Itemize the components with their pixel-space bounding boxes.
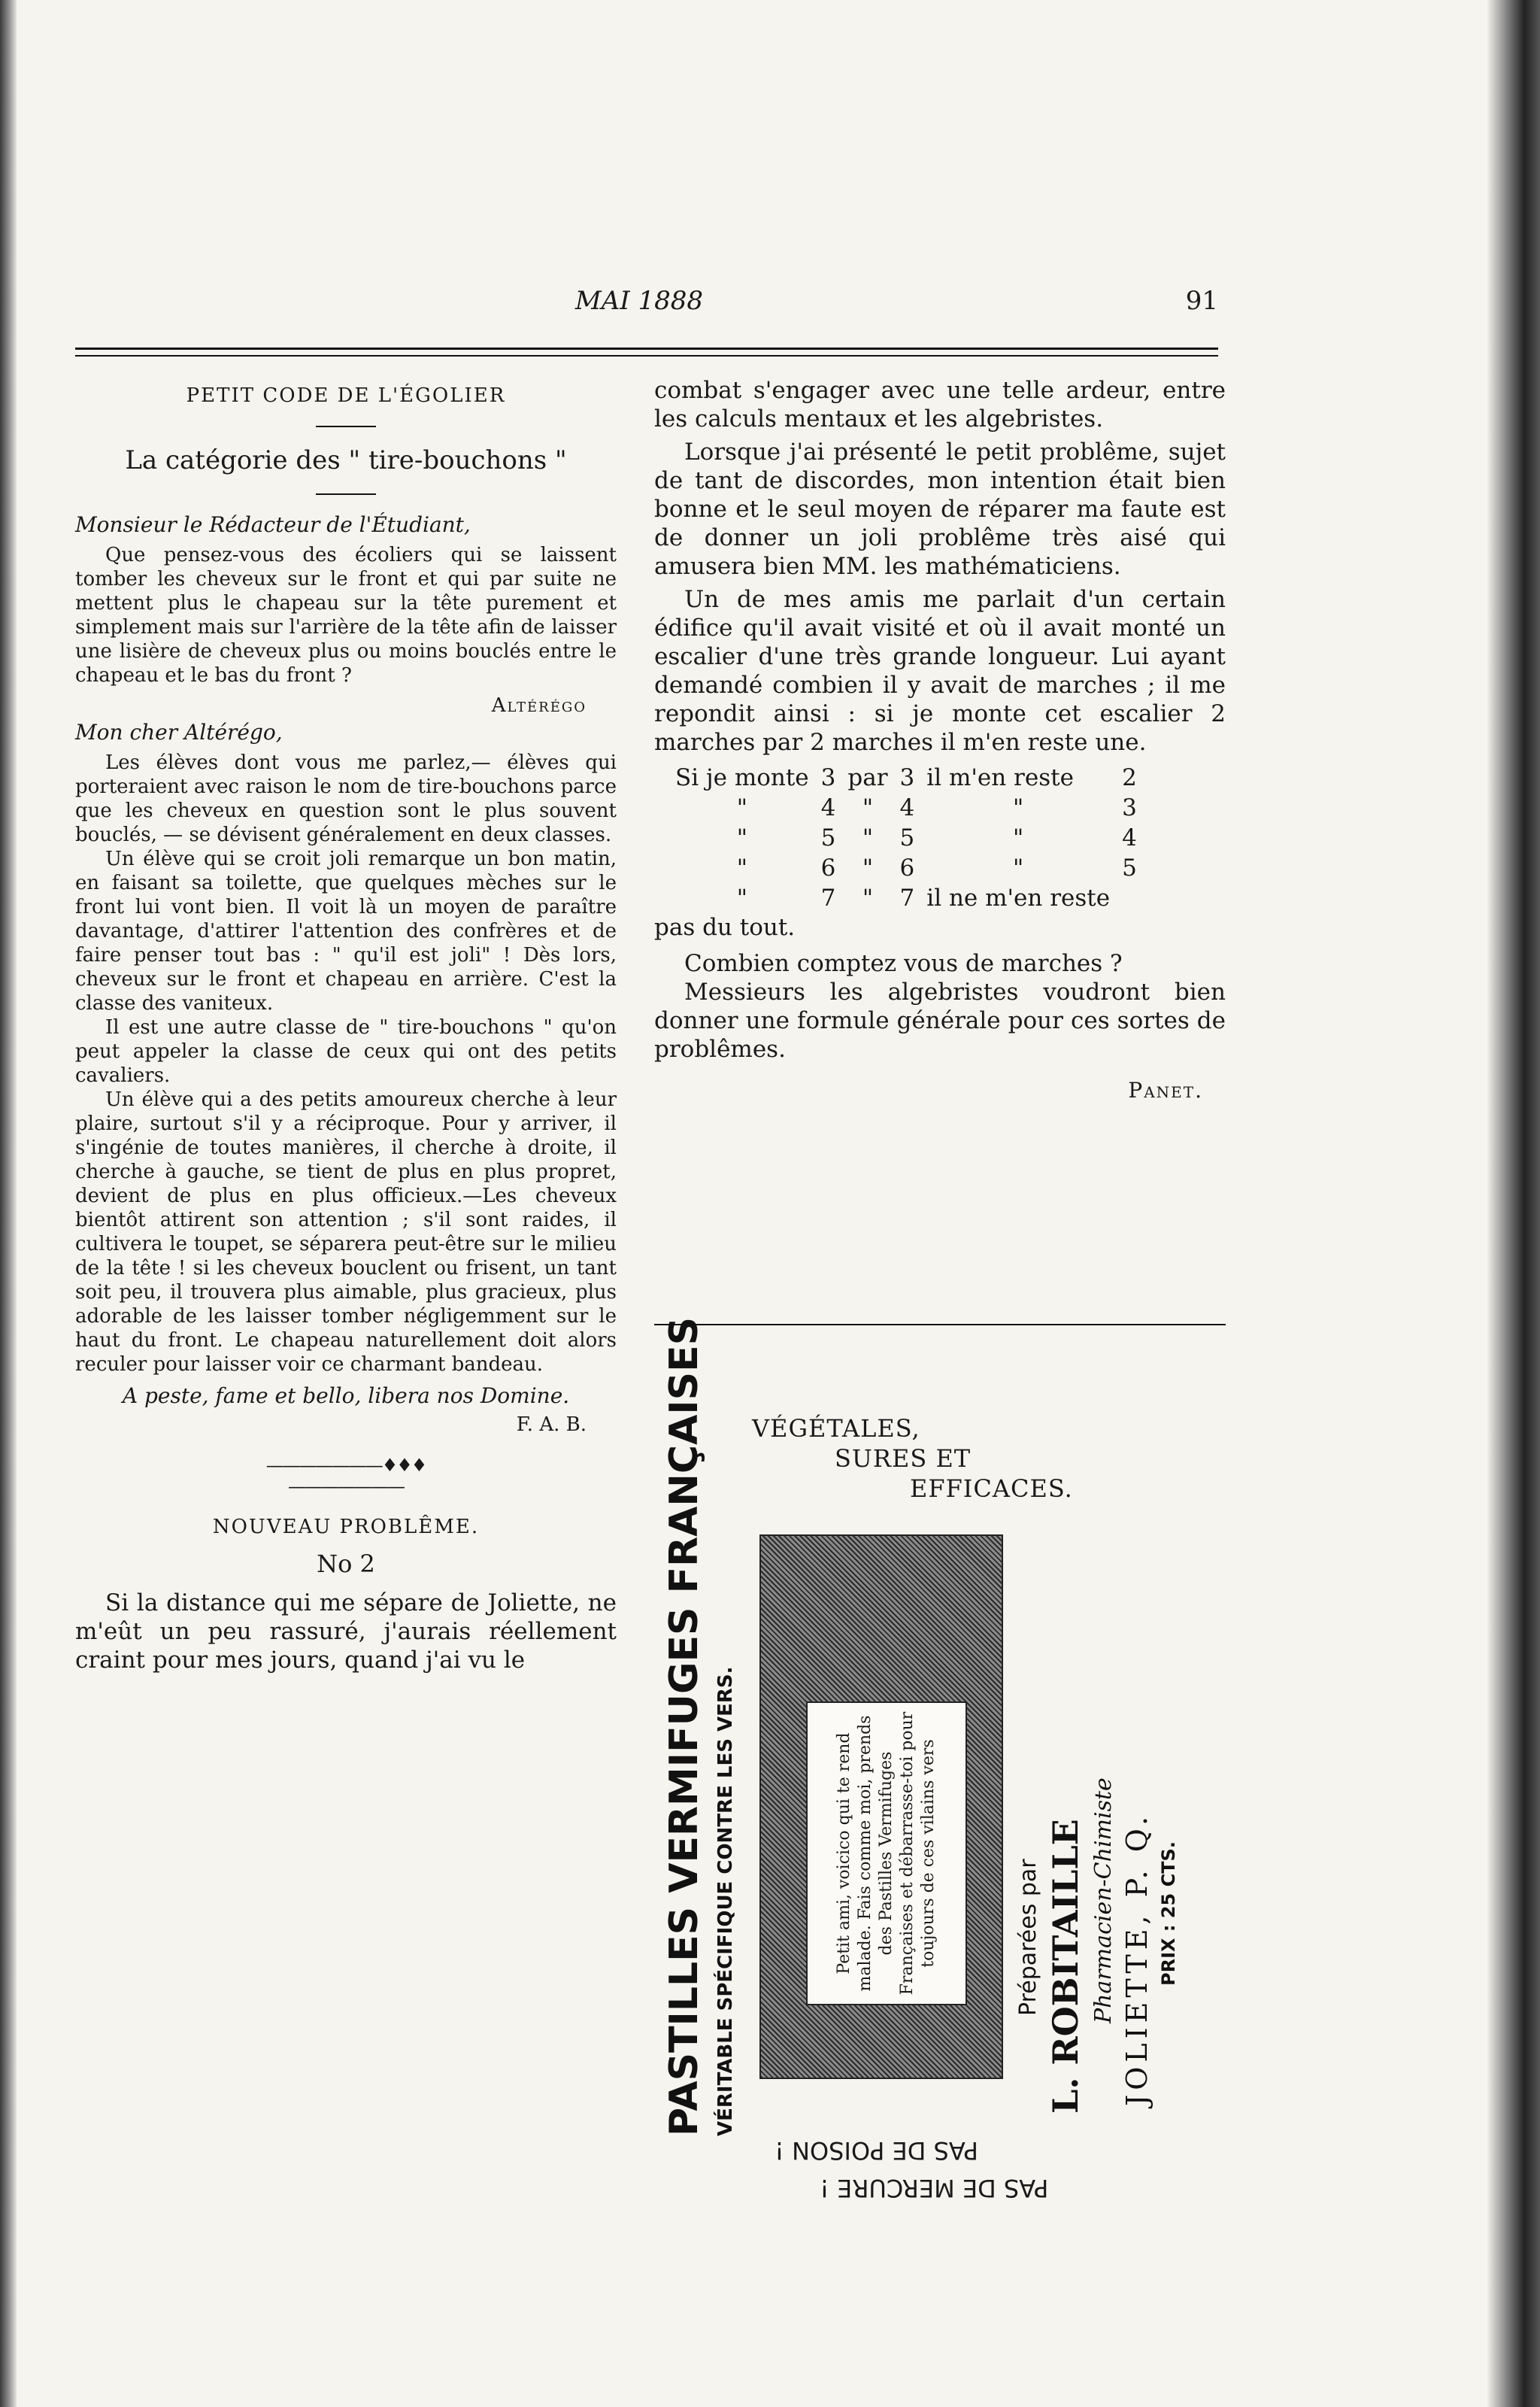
problem-intro: Si la distance qui me sépare de Joliette, ne m'eût un peu rassuré, j'aurais réellement craint pour mes jours, quand j'ai vu le (75, 1589, 617, 1674)
article-signature: F. A. B. (516, 1413, 587, 1436)
puzzle-cell: il ne m'en reste (926, 885, 1111, 912)
stair-puzzle-table (669, 763, 1143, 913)
puzzle-cell: il m'en reste (926, 764, 1074, 791)
puzzle-cell: " (1013, 794, 1024, 821)
ad-subtitle: VÉRITABLE SPÉCIFIQUE CONTRE LES VERS. (714, 1666, 737, 2136)
illustration-sign (806, 1701, 967, 2005)
sign-text: Petit ami, voicico qui te rend malade. Fais comme moi, prends des Pastilles Vermifuges Françaises et débarrasse-toi pour toujours de ces vilains vers (835, 1711, 938, 1996)
puzzle-cell: " (862, 854, 874, 882)
section-title: PETIT CODE DE L'ÉGOLIER (186, 384, 506, 407)
page-number: 91 (1185, 286, 1218, 316)
puzzle-cell: " (736, 885, 747, 912)
short-divider (316, 426, 376, 427)
letter-signature: Altérégo (491, 694, 587, 717)
puzzle-cell: " (1013, 824, 1024, 851)
ad-prepared-by: Préparées par (1015, 1859, 1041, 2016)
right-column (654, 376, 1226, 1103)
reply-paragraph: Les élèves dont vous me parlez,— élèves qui porteraient avec raison le nom de tire-bouchons parce que les cheveux en question sont le plus souvent bouclés, — se dévisent généralement en deux classes. (75, 751, 617, 846)
puzzle-cell: " (1013, 854, 1024, 882)
puzzle-row (669, 883, 1143, 913)
puzzle-cell: 3 (899, 764, 915, 791)
advertisement-rule (654, 1324, 1226, 1325)
problem-paragraph: Lorsque j'ai présenté le petit problême, sujet de tant de discordes, mon intention était bien bonne et le seul moyen de réparer ma faute est de donner un joli problême très aisé qui amusera bien MM. les mathématiciens. (654, 439, 1226, 580)
children-illustration (759, 1534, 1003, 2079)
puzzle-cell: Si je monte (675, 764, 809, 791)
ad-top-line-3: EFFICACES. (910, 1474, 1073, 1503)
puzzle-tail: pas du tout. (654, 914, 796, 941)
left-column (75, 376, 617, 1674)
puzzle-question: Combien comptez vous de marches ? (684, 950, 1123, 977)
ad-bottom-line-2: PAS DE POISON ! (775, 2136, 979, 2165)
salutation-reply: Mon cher Altérégo, (75, 720, 283, 745)
page-header (75, 286, 1218, 331)
ad-maker: L. ROBITAILLE (1045, 1819, 1086, 2114)
puzzle-cell: " (736, 854, 747, 882)
ornament-divider: ———————♦♦♦——————— (265, 1455, 426, 1497)
puzzle-cell: 3 (820, 764, 836, 791)
puzzle-cell: 3 (1122, 794, 1137, 821)
puzzle-cell: " (862, 824, 874, 851)
puzzle-row (669, 793, 1143, 823)
puzzle-cell: 6 (899, 854, 915, 882)
puzzle-row (669, 853, 1143, 883)
puzzle-cell: par (847, 764, 888, 791)
puzzle-cell: " (862, 794, 874, 821)
problem-title: NOUVEAU PROBLÊME. (212, 1516, 480, 1538)
ad-top-line-2: SURES ET (835, 1444, 972, 1473)
puzzle-cell: 6 (820, 854, 836, 882)
reply-paragraph: Il est une autre classe de " tire-bouchons " qu'on peut appeler la classe de ceux qui ont des petits cavaliers. (75, 1016, 617, 1087)
header-rule-secondary (75, 355, 1218, 357)
problem-signature: Panet. (1128, 1078, 1203, 1103)
ad-maker-title: Pharmacien-Chimiste (1090, 1777, 1117, 2023)
ad-top-line-1: VÉGÉTALES, (752, 1414, 920, 1443)
pastilles-advertisement (662, 1316, 1233, 2317)
ad-price: PRIX : 25 CTS. (1158, 1841, 1179, 1986)
puzzle-cell: " (736, 794, 747, 821)
problem-paragraph: Messieurs les algebristes voudront bien donner une formule générale pour ces sortes de problêmes. (654, 979, 1226, 1063)
reply-paragraph: Un élève qui se croit joli remarque un bon matin, en faisant sa toilette, que quelques mèches sur le front lui vont bien. Il voit là un moyen de paraître davantage, d'attirer l'attention des confrères et de faire penser tout bas : " qu'il est joli" ! Dès lors, cheveux sur le front et chapeau en arrière. C'est la classe des vaniteux. (75, 848, 617, 1015)
letter-body: Que pensez-vous des écoliers qui se laissent tomber les cheveux sur le front et qui par suite ne mettent plus le chapeau sur la tête purement et simplement mais sur l'arrière de la tête afin de laisser une lisière de cheveux plus ou moins bouclés entre le chapeau et le bas du front ? (75, 544, 617, 687)
latin-closing: A peste, fame et bello, libera nos Domine. (122, 1383, 570, 1408)
puzzle-cell: 7 (899, 885, 915, 912)
reply-paragraph: Un élève qui a des petits amoureux cherche à leur plaire, surtout s'il y a réciproque. Pour y arriver, il s'ingénie de toutes manières, il cherche à droite, il cherche à gauche, se tient de plus en plus propret, devient de plus en plus officieux.—Les cheveux bientôt attirent son attention ; s'il sont raides, il cultivera le toupet, se séparera peut-être sur le milieu de la tête ! si les cheveux bouclent ou frisent, un tant soit peu, il trouvera plus aimable, plus gracieux, plus adorable de les laisser tomber négligemment sur le haut du front. Le chapeau naturellement doit alors reculer pour laisser voir ce charmant bandeau. (75, 1088, 617, 1376)
puzzle-cell: 5 (899, 824, 915, 851)
puzzle-cell: 4 (899, 794, 915, 821)
puzzle-cell: " (736, 824, 747, 851)
puzzle-cell (1116, 883, 1143, 913)
puzzle-row (669, 823, 1143, 853)
puzzle-cell: 2 (1122, 764, 1137, 791)
short-divider (316, 493, 376, 495)
ad-bottom-line-1: PAS DE MERCURE ! (820, 2174, 1049, 2202)
puzzle-cell: 5 (1122, 854, 1137, 882)
puzzle-cell: 5 (820, 824, 836, 851)
ad-main-title: PASTILLES VERMIFUGES FRANÇAISES (662, 1316, 707, 2136)
problem-number: No 2 (317, 1550, 375, 1578)
article-title: La catégorie des " tire-bouchons " (125, 445, 567, 475)
header-date: MAI 1888 (574, 286, 704, 316)
puzzle-cell: 4 (820, 794, 836, 821)
ad-city: JOLIETTE, P. Q. (1120, 1811, 1153, 2106)
page-binding-edge (0, 0, 17, 2407)
header-rule (75, 348, 1218, 350)
page-edge-shadow (1487, 0, 1540, 2407)
continued-text: combat s'engager avec une telle ardeur, entre les calculs mentaux et les algebristes. (654, 377, 1226, 433)
problem-paragraph: Un de mes amis me parlait d'un certain édifice qu'il avait visité et où il avait monté un escalier d'une très grande longueur. Lui ayant demandé combien il y avait de marches ; il me repondit ainsi : si je monte cet escalier 2 marches par 2 marches il m'en reste une. (654, 586, 1226, 756)
salutation: Monsieur le Rédacteur de l'Étudiant, (75, 512, 471, 537)
puzzle-cell: 4 (1122, 824, 1137, 851)
puzzle-cell: " (862, 885, 874, 912)
puzzle-row (669, 763, 1143, 793)
puzzle-cell: 7 (820, 885, 836, 912)
